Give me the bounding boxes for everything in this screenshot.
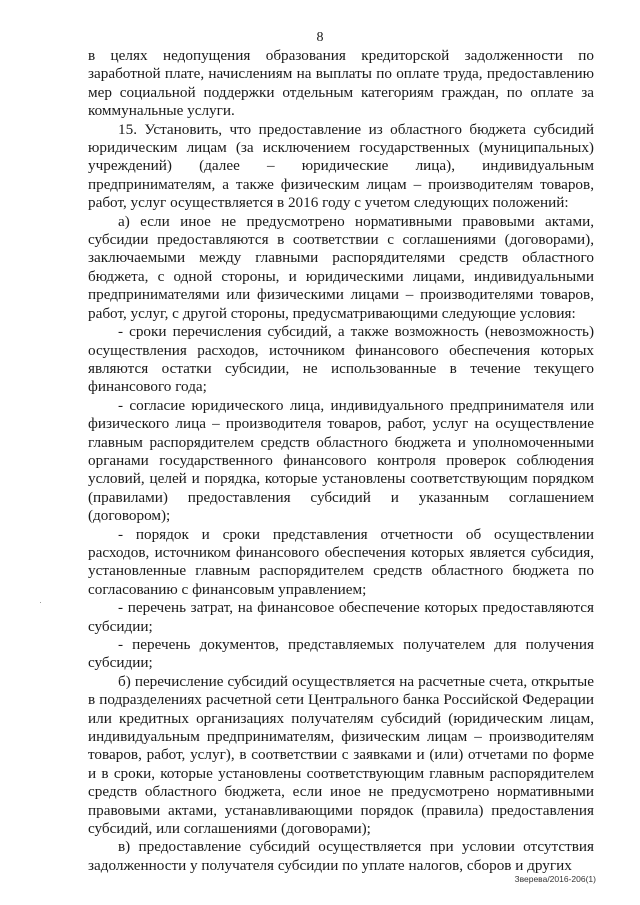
page-number: 8 [316, 30, 324, 45]
paragraph-subitem-a: а) если иное не предусмотрено нормативными правовыми актами, субсидии предоставляются в соответствии с соглашениями (договорами), заключаемыми между главными распорядителями средств областного бюджета, с одной стороны, и юридическими лицами, индивидуальными предпринимателями или физическими лицами – производителями товаров, работ, услуг, с другой стороны, предусматривающими следующие условия: [88, 212, 594, 322]
paragraph-condition-consent: - согласие юридического лица, индивидуального предпринимателя или физического лица – производителя товаров, работ, услуг на осуществление главным распорядителем средств областного бюджета и уполномоченными органами государственного финансового контроля проверок соблюдения условий, целей и порядка, которые установлены соответствующим порядком (правилами) предоставления субсидий и указанным соглашением (договором); [88, 396, 594, 525]
paragraph-condition-terms: - сроки перечисления субсидий, а также возможность (невозможность) осуществления расходов, источником финансового обеспечения которых являются остатки субсидии, не использованные в течение текущего финансового года; [88, 323, 594, 396]
margin-mark [40, 602, 41, 603]
paragraph-condition-costs: - перечень затрат, на финансовое обеспечение которых предоставляются субсидии; [88, 599, 594, 635]
paragraph-intro: в целях недопущения образования кредиторской задолженности по заработной плате, начислениям на выплаты по оплате труда, предоставлению мер социальной поддержки отдельным категориям граждан, по оплате за коммунальные услуги. [88, 47, 594, 120]
paragraph-condition-reporting: - порядок и сроки представления отчетности об осуществлении расходов, источником финансового обеспечения которых является субсидия, установленные главным распорядителем средств областного бюджета по согласованию с финансовым управлением; [88, 525, 594, 598]
paragraph-subitem-v: в) предоставление субсидий осуществляется при условии отсутствия задолженности у получателя субсидии по уплате налогов, сборов и других [88, 838, 594, 874]
paragraph-condition-documents: - перечень документов, представляемых получателем для получения субсидии; [88, 636, 594, 672]
paragraph-item-15: 15. Установить, что предоставление из областного бюджета субсидий юридическим лицам (за исключением государственных (муниципальных) учреждений) (далее – юридические лица), индивидуальным предпринимателям, а также физическим лицам – производителям товаров, работ, услуг осуществляется в 2016 году с учетом следующих положений: [88, 120, 594, 212]
document-body [88, 47, 594, 875]
paragraph-subitem-b: б) перечисление субсидий осуществляется на расчетные счета, открытые в подразделениях расчетной сети Центрального банка Российской Федерации или кредитных организациях получателям субсидий (юридическим лицам, индивидуальным предпринимателям, физическим лицам – производителям товаров, работ, услуг), в соответствии с заявками и (или) отчетами по форме и в сроки, которые установлены соответствующим главным распорядителем средств областного бюджета, если иное не предусмотрено нормативными правовыми актами, устанавливающими порядок (правила) предоставления субсидий, или соглашениями (договорами); [88, 672, 594, 838]
footer-document-code: Зверева/2016-206(1) [514, 874, 596, 884]
